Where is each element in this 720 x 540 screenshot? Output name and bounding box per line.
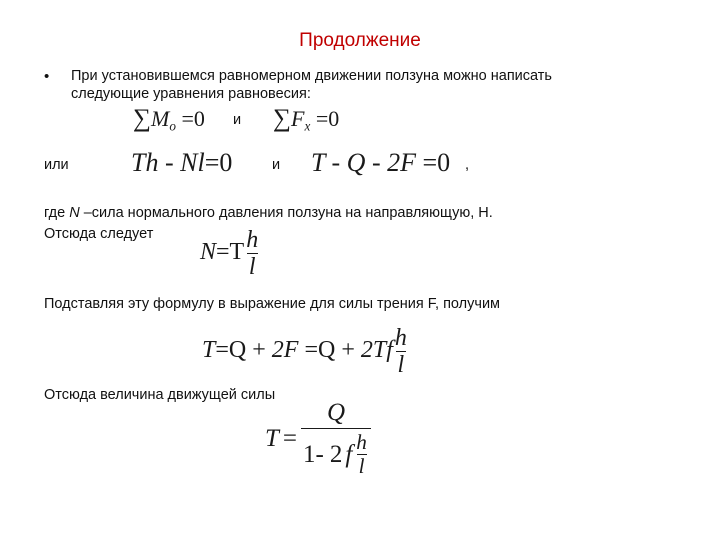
moment-sum-equation: [133, 106, 205, 133]
force-equation: [311, 150, 450, 176]
where-line: [44, 205, 493, 221]
eq-t-part3: =Q: [304, 337, 336, 364]
eq-final-equals: =: [282, 425, 298, 453]
bullet-marker: •: [44, 68, 50, 85]
eq-b-minus1: -: [331, 148, 341, 177]
eq-final-lhs: T: [265, 425, 279, 453]
eq-n-numerator: h: [246, 227, 259, 253]
final-equation: [265, 400, 371, 478]
eq-b-term3: 2F: [387, 148, 417, 177]
eq-final-fraction: [301, 400, 371, 478]
eq-t-fraction: [393, 326, 409, 377]
driving-force-equation: [202, 326, 409, 377]
moment-equals-zero: =0: [181, 106, 205, 131]
sum-sign-2: ∑: [273, 104, 292, 132]
and-word-1: и: [233, 112, 242, 128]
eq-t-part1: =Q: [215, 337, 247, 364]
normal-force-equation: [200, 228, 260, 279]
force-equals-zero: =0: [315, 106, 340, 131]
eq-t-part2: 2F: [271, 337, 299, 364]
eq-b-rhs: =0: [422, 148, 451, 177]
intro-line-2: следующие уравнения равновесия:: [71, 86, 311, 102]
eq-n-denominator: l: [248, 254, 256, 280]
eq-a-minus: -: [164, 148, 174, 177]
moment-subscript: o: [169, 118, 176, 134]
substituting-text: Подставляя эту формулу в выражение для силы трения F, получим: [44, 296, 501, 312]
eq-final-inner-num: h: [356, 430, 367, 454]
eq-t-part4: 2Tf: [360, 337, 393, 364]
eq-t-lhs: T: [202, 337, 216, 364]
force-variable: F: [291, 106, 305, 131]
eq-a-term2: Nl: [180, 148, 205, 177]
eq-n-fraction: [244, 228, 260, 279]
intro-line-1: При установившемся равномерном движении ползуна можно написать: [71, 68, 552, 84]
and-word-2: и: [272, 157, 281, 173]
where-description: –сила нормального давления ползуна на направляющую, Н.: [79, 205, 493, 221]
eq-n-mid-eq: =T: [216, 239, 245, 266]
trailing-comma: ,: [465, 157, 470, 173]
eq-final-inner-den: l: [358, 454, 365, 479]
eq-b-minus2: -: [371, 148, 381, 177]
eq-final-inner-fraction: [354, 432, 369, 478]
eq-t-plus2: +: [341, 337, 355, 364]
eq-t-denominator: l: [397, 352, 405, 378]
eq-t-numerator: h: [394, 325, 407, 351]
eq-final-den-b: 2: [329, 441, 343, 469]
eq-n-lhs: N: [200, 239, 217, 266]
force-sum-equation: [273, 106, 339, 133]
driving-force-text: Отсюда величина движущей силы: [44, 387, 276, 403]
hence-text: Отсюда следует: [44, 226, 154, 242]
where-prefix: где: [44, 205, 70, 221]
eq-b-term1: T: [311, 148, 325, 177]
force-subscript: x: [304, 118, 311, 134]
eq-t-plus1: +: [252, 337, 266, 364]
eq-a-rhs: =0: [204, 148, 233, 177]
sum-sign: ∑: [133, 104, 152, 132]
or-word: или: [44, 157, 69, 173]
moment-equation: [131, 150, 232, 176]
slide-title: Продолжение: [299, 30, 421, 51]
moment-variable: M: [151, 106, 170, 131]
eq-final-denominator: [301, 428, 371, 478]
eq-final-numerator: Q: [326, 399, 345, 426]
eq-final-den-a: 1-: [303, 441, 324, 469]
eq-a-term1: Th: [131, 148, 159, 177]
eq-b-term2: Q: [346, 148, 366, 177]
eq-final-den-c: f: [345, 441, 353, 469]
where-variable: N: [69, 205, 80, 221]
